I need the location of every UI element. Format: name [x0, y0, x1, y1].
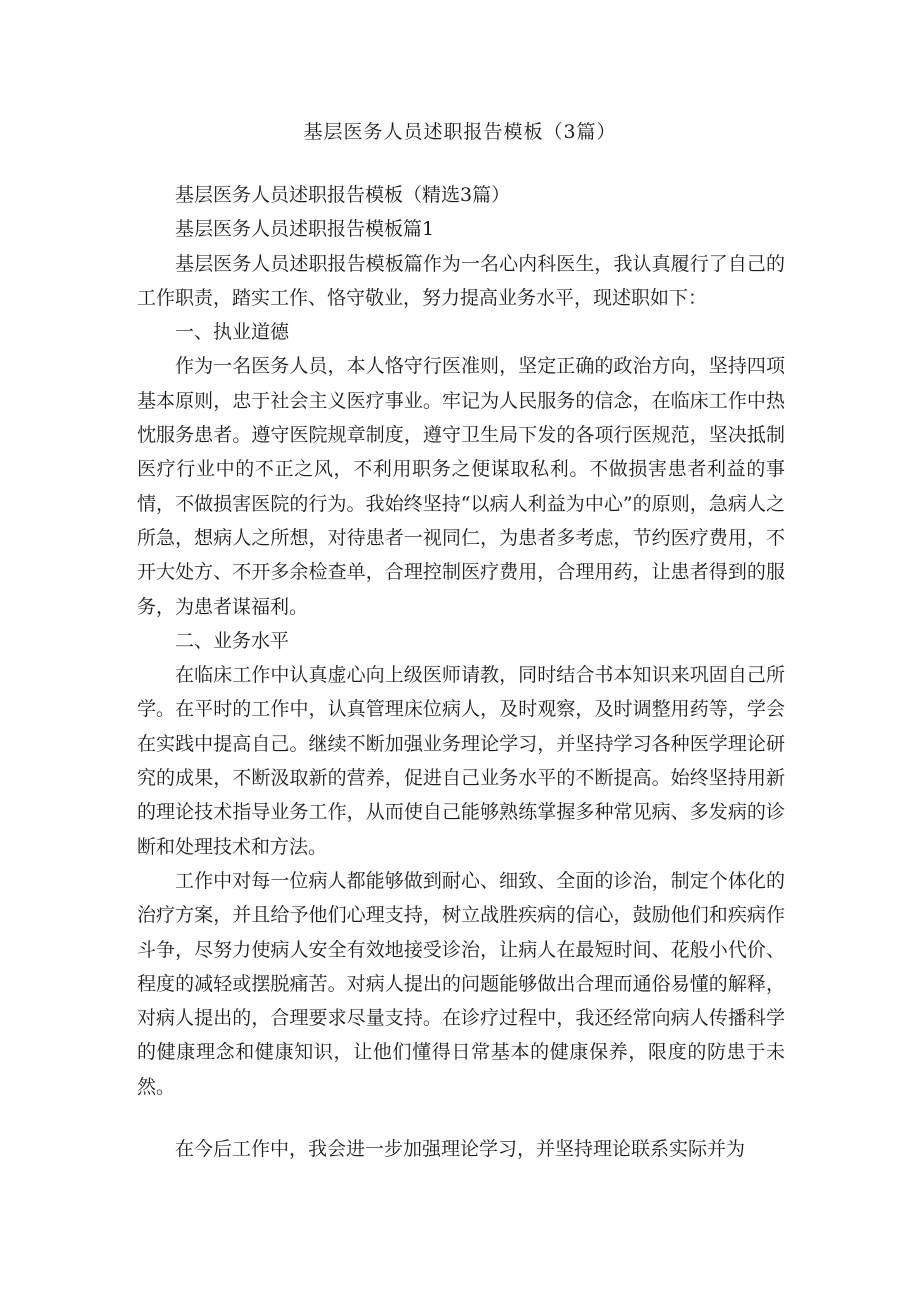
document-body	[137, 178, 785, 1166]
future-work-paragraph: 在今后工作中，我会进一步加强理论学习，并坚持理论联系实际并为	[175, 1138, 746, 1161]
section-heading-skills: 二、业务水平	[175, 629, 290, 652]
ethics-paragraph: 作为一名医务人员，本人恪守行医准则，坚定正确的政治方向，坚持四项基本原则，忠于社会主义医疗事业。牢记为人民服务的信念，在临床工作中热忱服务患者。遵守医院规章制度，遵守卫生局下发的各项行医规范，坚决抵制医疗行业中的不正之风，不利用职务之便谋取私利。不做损害患者利益的事情，不做损害医院的行为。我始终坚持“以病人利益为中心”的原则，急病人之所急，想病人之所想，对待患者一视同仁，为患者多考虑，节约医疗费用，不开大处方、不开多余检查单，合理控制医疗费用，合理用药，让患者得到的服务，为患者谋福利。	[137, 355, 785, 618]
intro-paragraph: 基层医务人员述职报告模板篇作为一名心内科医生，我认真履行了自己的工作职责，踏实工作、恪守敬业，努力提高业务水平，现述职如下：	[137, 252, 785, 309]
section-heading-article-1: 基层医务人员述职报告模板篇1	[175, 218, 435, 241]
subtitle-paragraph: 基层医务人员述职报告模板（精选3篇）	[175, 184, 511, 206]
section-heading-ethics: 一、执业道德	[175, 321, 290, 344]
patient-care-paragraph: 工作中对每一位病人都能够做到耐心、细致、全面的诊治，制定个体化的治疗方案，并且给予他们心理支持，树立战胜疾病的信心，鼓励他们和疾病作斗争，尽努力使病人安全有效地接受诊治，让病人在最短时间、花般小代价、程度的减轻或摆脱痛苦。对病人提出的问题能够做出合理而通俗易懂的解释，对病人提出的，合理要求尽量支持。在诊疗过程中，我还经常向病人传播科学的健康理念和健康知识，让他们懂得日常基本的健康保养，限度的防患于未然。	[137, 869, 785, 1098]
skills-paragraph: 在临床工作中认真虚心向上级医师请教，同时结合书本知识来巩固自己所学。在平时的工作中，认真管理床位病人，及时观察，及时调整用药等，学会在实践中提高自己。继续不断加强业务理论学习，并坚持学习各种医学理论研究的成果，不断汲取新的营养，促进自己业务水平的不断提高。始终坚持用新的理论技术指导业务工作，从而使自己能够熟练掌握多种常见病、多发病的诊断和处理技术和方法。	[137, 664, 785, 858]
document-title: 基层医务人员述职报告模板（3篇）	[303, 121, 617, 143]
